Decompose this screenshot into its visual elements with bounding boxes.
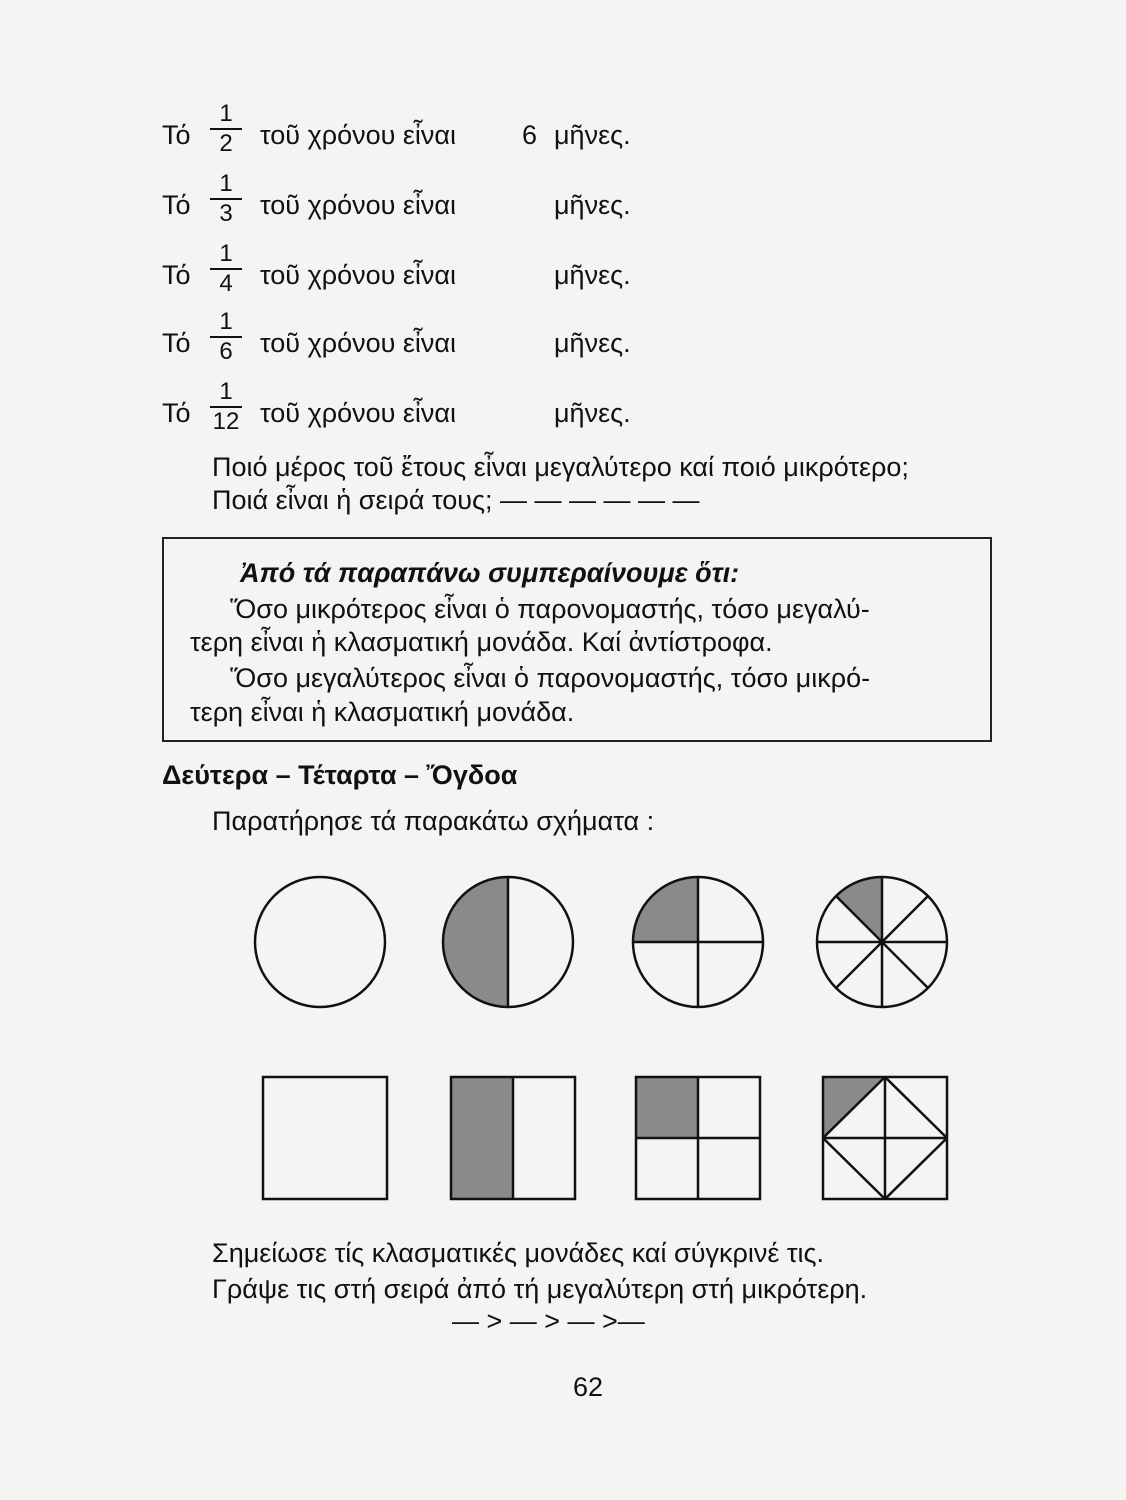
fraction-phrase: τοῦ χρόνου εἶναι	[260, 260, 457, 290]
square-eighths-diag-2	[885, 1077, 947, 1138]
note-order: Γράψε τις στή σειρά ἀπό τή μεγαλύτερη στή μικρότερη.	[212, 1274, 868, 1304]
fraction-denominator: 12	[212, 408, 240, 435]
fraction-prefix: Τό	[162, 328, 191, 358]
conclusion-line: τερη εἶναι ἡ κλασματική μονάδα.	[190, 697, 575, 727]
fraction-prefix: Τό	[162, 120, 191, 150]
conclusion-line: Ὅσο μικρότερος εἶναι ὁ παρονομαστής, τόσο μεγαλύ-	[230, 594, 870, 624]
circle-half-shaded	[443, 877, 508, 1007]
square-half-shaded	[451, 1077, 513, 1199]
order-blanks: — > — > — >—	[452, 1306, 645, 1336]
fraction-phrase: τοῦ χρόνου εἶναι	[260, 328, 457, 358]
fraction-unit: μῆνες.	[554, 328, 631, 358]
fraction-denominator: 2	[219, 130, 233, 157]
circle-whole	[255, 877, 385, 1007]
square-quarter-shaded	[636, 1077, 698, 1138]
question-order: Ποιά εἶναι ἡ σειρά τους; — — — — — —	[212, 485, 700, 515]
fraction-numerator: 1	[219, 308, 233, 335]
question-larger-smaller: Ποιό μέρος τοῦ ἔτους εἶναι μεγαλύτερο καί ποιό μικρότερο;	[212, 452, 909, 482]
fraction-numerator: 1	[219, 240, 233, 267]
conclusion-title: Ἀπό τά παραπάνω συμπεραίνουμε ὅτι:	[240, 558, 740, 588]
square-eighths-diag-3	[885, 1138, 947, 1199]
fraction-phrase: τοῦ χρόνου εἶναι	[260, 190, 457, 220]
page-number: 62	[573, 1372, 604, 1402]
fraction-prefix: Τό	[162, 398, 191, 428]
square-eighths-diag-4	[823, 1138, 885, 1199]
fraction-prefix: Τό	[162, 260, 191, 290]
fraction-numerator: 1	[219, 170, 233, 197]
fraction-denominator: 4	[219, 270, 233, 297]
fraction-unit: μῆνες.	[554, 398, 631, 428]
fraction-unit: μῆνες.	[554, 120, 631, 150]
fraction-denominator: 3	[219, 200, 233, 227]
conclusion-line: τερη εἶναι ἡ κλασματική μονάδα. Καί ἀντίστροφα.	[190, 627, 773, 657]
circle-eighth-shaded	[836, 877, 882, 942]
fraction-phrase: τοῦ χρόνου εἶναι	[260, 120, 457, 150]
fraction-numerator: 1	[219, 100, 233, 127]
fraction-phrase: τοῦ χρόνου εἶναι	[260, 398, 457, 428]
square-whole	[263, 1077, 387, 1199]
fraction-unit: μῆνες.	[554, 260, 631, 290]
fraction-numerator: 1	[219, 378, 233, 405]
fraction-denominator: 6	[219, 338, 233, 365]
fraction-prefix: Τό	[162, 190, 191, 220]
instruction-observe: Παρατήρησε τά παρακάτω σχήματα :	[212, 806, 655, 836]
note-compare: Σημείωσε τίς κλασματικές μονάδες καί σύγκρινέ τις.	[212, 1238, 825, 1268]
fraction-value: 6	[522, 120, 538, 150]
section-title: Δεύτερα – Τέταρτα – Ὄγδοα	[162, 760, 518, 790]
conclusion-line: Ὅσο μεγαλύτερος εἶναι ὁ παρονομαστής, τόσο μικρό-	[230, 663, 871, 693]
fraction-unit: μῆνες.	[554, 190, 631, 220]
